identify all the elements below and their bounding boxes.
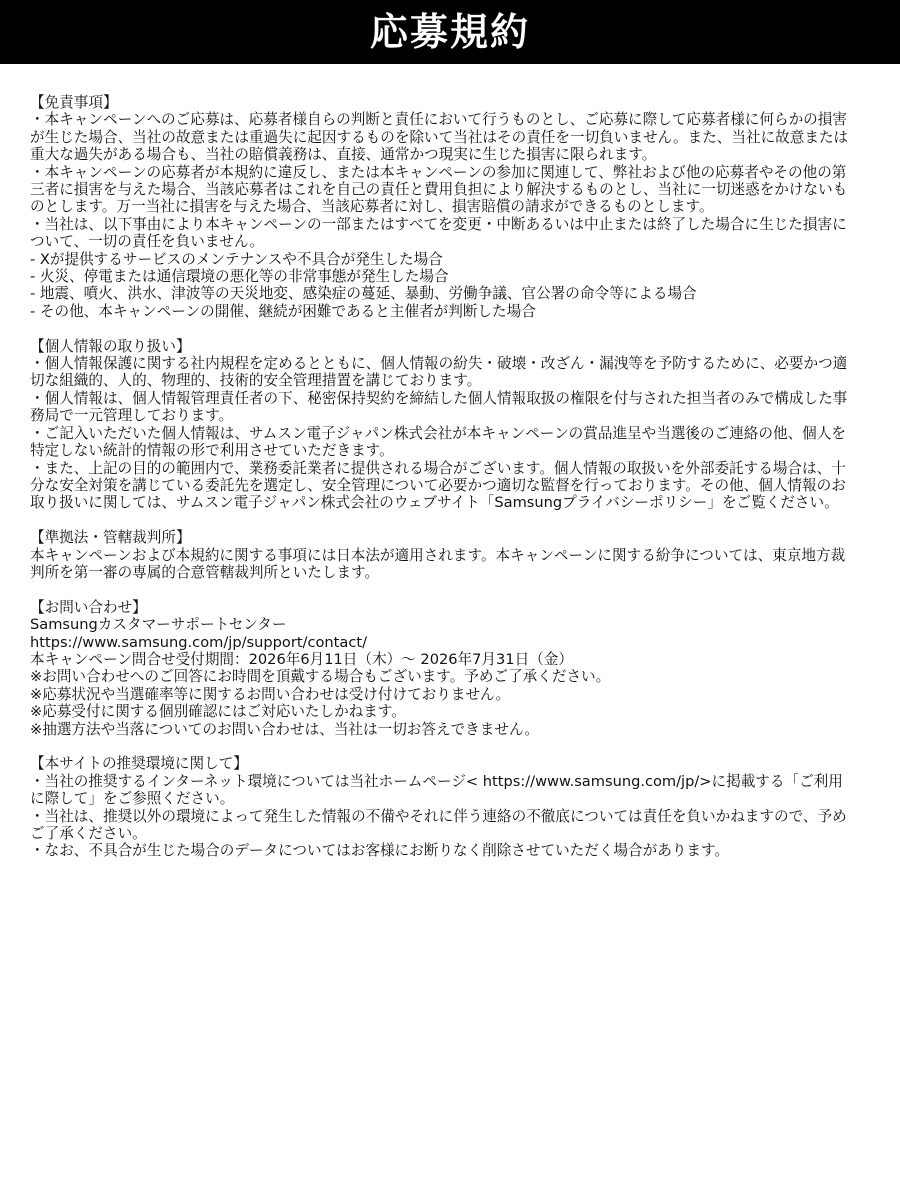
section-heading: 【本サイトの推奨環境に関して】 — [30, 755, 248, 773]
support-url: https://www.samsung.com/jp/support/contact/ — [30, 633, 367, 651]
list-item: - その他、本キャンペーンの開催、継続が困難であると主催者が判断した場合 — [30, 302, 536, 320]
section-contact — [30, 599, 856, 738]
paragraph: ・ご記入いただいた個人情報は、サムスン電子ジャパン株式会社が本キャンペーンの賞品進呈や当選後のご連絡の他、個人を特定しない統計的情報の形で利用させていただきます。 — [30, 424, 846, 460]
paragraph: ・本キャンペーンへのご応募は、応募者様自らの判断と責任において行うものとし、ご応募に際して応募者様に何らかの損害が生じた場合、当社の故意または重過失に起因するものを除いて当社はその責任を一切負いません。また、当社に故意または重大な過失がある場合も、当社の賠償義務は、直接、通常かつ現実に生じた損害に限られます。 — [30, 111, 849, 164]
list-item: - 火災、停電または通信環境の悪化等の非常事態が発生した場合 — [30, 268, 449, 286]
note: ※応募状況や当選確率等に関するお問い合わせは受け付けておりません。 — [30, 685, 511, 703]
paragraph: 本キャンペーンおよび本規約に関する事項には日本法が適用されます。本キャンペーンに関する紛争については、東京地方裁判所を第一審の専属的合意管轄裁判所といたします。 — [30, 546, 846, 581]
list-item: - Xが提供するサービスのメンテナンスや不具合が発生した場合 — [30, 250, 443, 268]
section-heading: 【準拠法・管轄裁判所】 — [30, 529, 191, 547]
section-heading: 【個人情報の取り扱い】 — [30, 337, 191, 355]
paragraph: ・また、上記の目的の範囲内で、業務委託業者に提供される場合がございます。個人情報の取扱いを外部委託する場合は、十分な安全対策を講じている委託先を選定し、安全管理について必要かつ適切な監督を行っております。その他、個人情報のお取り扱いに関しては、サムスン電子ジャパン株式会社のウェブサイト「Samsungプライバシーポリシー」をご覧ください。 — [30, 459, 846, 512]
inquiry-period: 本キャンペーン問合せ受付期間：2026年6月11日（木）～ 2026年7月31日（金） — [30, 650, 573, 668]
paragraph: ・なお、不具合が生じた場合のデータについてはお客様にお断りなく削除させていただく場合があります。 — [30, 842, 730, 860]
section-recommended-environment — [30, 755, 856, 859]
section-heading: 【免責事項】 — [30, 94, 118, 111]
terms-body — [0, 64, 900, 860]
header-bar — [0, 0, 900, 64]
paragraph: ・当社は、推奨以外の環境によって発生した情報の不備やそれに伴う連絡の不徹底については責任を負いかねますので、予めご了承ください。 — [30, 807, 847, 842]
section-governing-law — [30, 529, 856, 581]
section-privacy — [30, 338, 856, 512]
paragraph: ・当社は、以下事由により本キャンペーンの一部またはすべてを変更・中断あるいは中止または終了した場合に生じた損害について、一切の責任を負いません。 — [30, 215, 847, 251]
paragraph: ・個人情報は、個人情報管理責任者の下、秘密保持契約を締結した個人情報取扱の権限を付与された担当者のみで構成した事務局で一元管理しております。 — [30, 389, 848, 425]
section-heading: 【お問い合わせ】 — [30, 598, 147, 616]
paragraph: ・当社の推奨するインターネット環境については当社ホームページ< https://www.samsung.com/jp/>に掲載する「ご利用に際して」をご参照ください。 — [30, 772, 843, 808]
list-item: - 地震、噴火、洪水、津波等の天災地変、感染症の蔓延、暴動、労働争議、官公署の命令等による場合 — [30, 285, 697, 303]
support-center-name: Samsungカスタマーサポートセンター — [30, 616, 287, 634]
paragraph: ・個人情報保護に関する社内規程を定めるとともに、個人情報の紛失・破壊・改ざん・漏洩等を予防するために、必要かつ適切な組織的、人的、物理的、技術的安全管理措置を講じております。 — [30, 355, 848, 390]
section-disclaimer — [30, 94, 856, 320]
note: ※抽選方法や当落についてのお問い合わせは、当社は一切お答えできません。 — [30, 720, 540, 738]
note: ※応募受付に関する個別確認にはご対応いたしかねます。 — [30, 703, 406, 721]
note: ※お問い合わせへのご回答にお時間を頂戴する場合もございます。予めご了承ください。 — [30, 668, 611, 686]
page-title: 応募規約 — [369, 10, 530, 54]
paragraph: ・本キャンペーンの応募者が本規約に違反し、または本キャンペーンの参加に関連して、弊社および他の応募者やその他の第三者に損害を与えた場合、当該応募者はこれを自己の責任と費用負担により解決するものとし、当社に一切迷惑をかけないものとします。万一当社に損害を与えた場合、当該応募者に対し、損害賠償の請求ができるものとします。 — [30, 163, 848, 216]
